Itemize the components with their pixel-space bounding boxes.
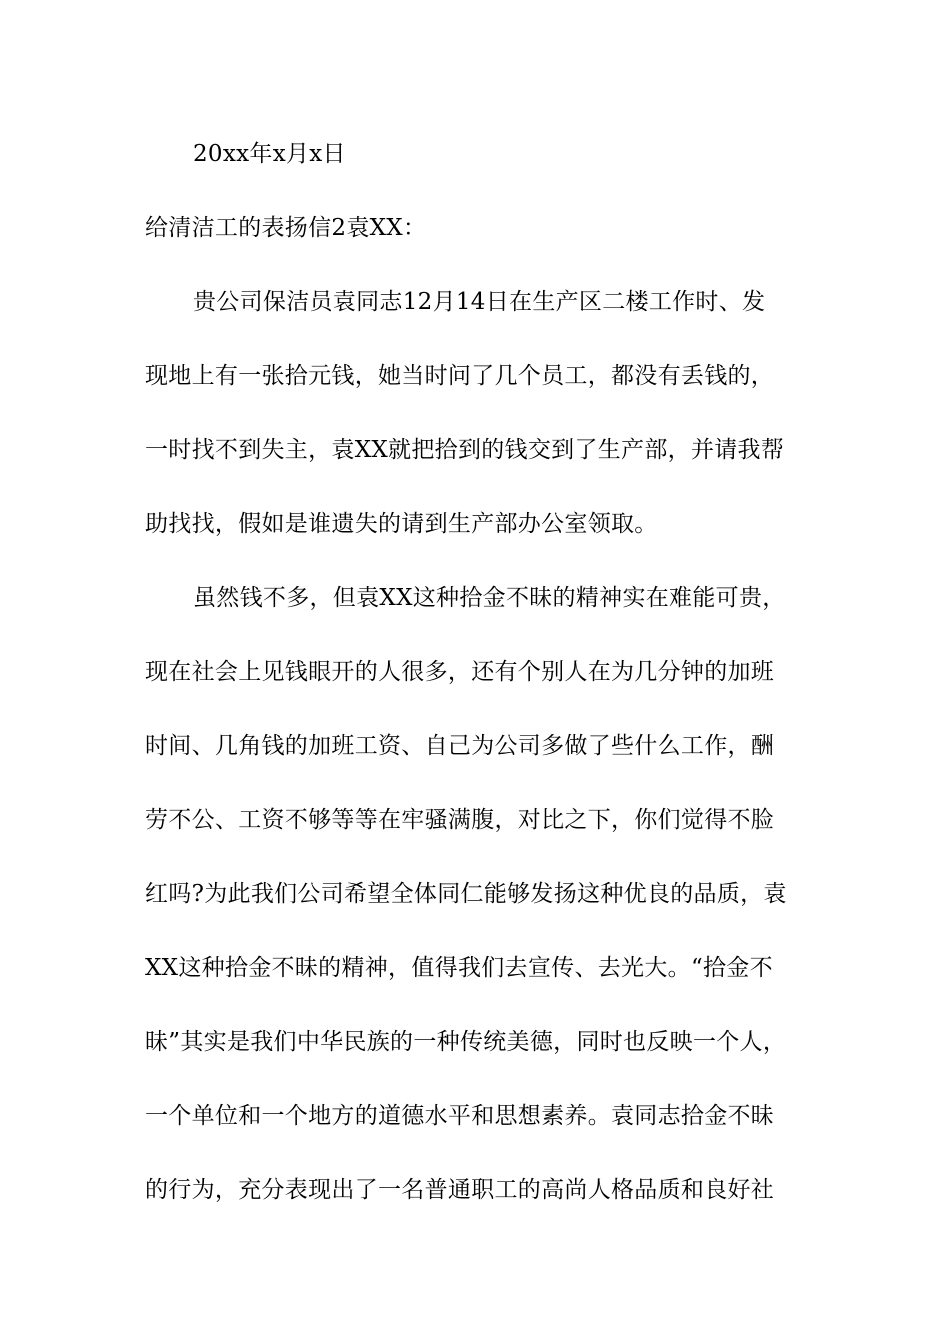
body-line: 现在社会上见钱眼开的人很多，还有个别人在为几分钟的加班	[145, 659, 775, 685]
body-line: 劳不公、工资不够等等在牢骚满腹，对比之下，你们觉得不脸	[145, 807, 775, 833]
body-line: XX这种拾金不昧的精神，值得我们去宣传、去光大。“拾金不	[145, 955, 773, 981]
date-line: 20xx年x月x日	[193, 141, 346, 167]
body-line: 贵公司保洁员袁同志12月14日在生产区二楼工作时、发	[193, 289, 766, 315]
body-line: 一个单位和一个地方的道德水平和思想素养。袁同志拾金不昧	[145, 1103, 775, 1129]
body-line: 的行为，充分表现出了一名普通职工的高尚人格品质和良好社	[145, 1177, 775, 1203]
body-line: 昧”其实是我们中华民族的一种传统美德，同时也反映一个人，	[145, 1029, 787, 1055]
body-line: 时间、几角钱的加班工资、自己为公司多做了些什么工作，酬	[145, 733, 775, 759]
letter-heading: 给清洁工的表扬信2袁XX：	[145, 215, 427, 241]
body-line: 一时找不到失主，袁XX就把拾到的钱交到了生产部，并请我帮	[145, 437, 785, 463]
body-line: 助找找，假如是谁遗失的请到生产部办公室领取。	[145, 511, 658, 537]
body-line: 虽然钱不多，但袁XX这种拾金不昧的精神实在难能可贵，	[193, 585, 786, 611]
body-line: 现地上有一张拾元钱，她当时问了几个员工，都没有丢钱的，	[145, 363, 775, 389]
body-line: 红吗?为此我们公司希望全体同仁能够发扬这种优良的品质，袁	[145, 881, 787, 907]
